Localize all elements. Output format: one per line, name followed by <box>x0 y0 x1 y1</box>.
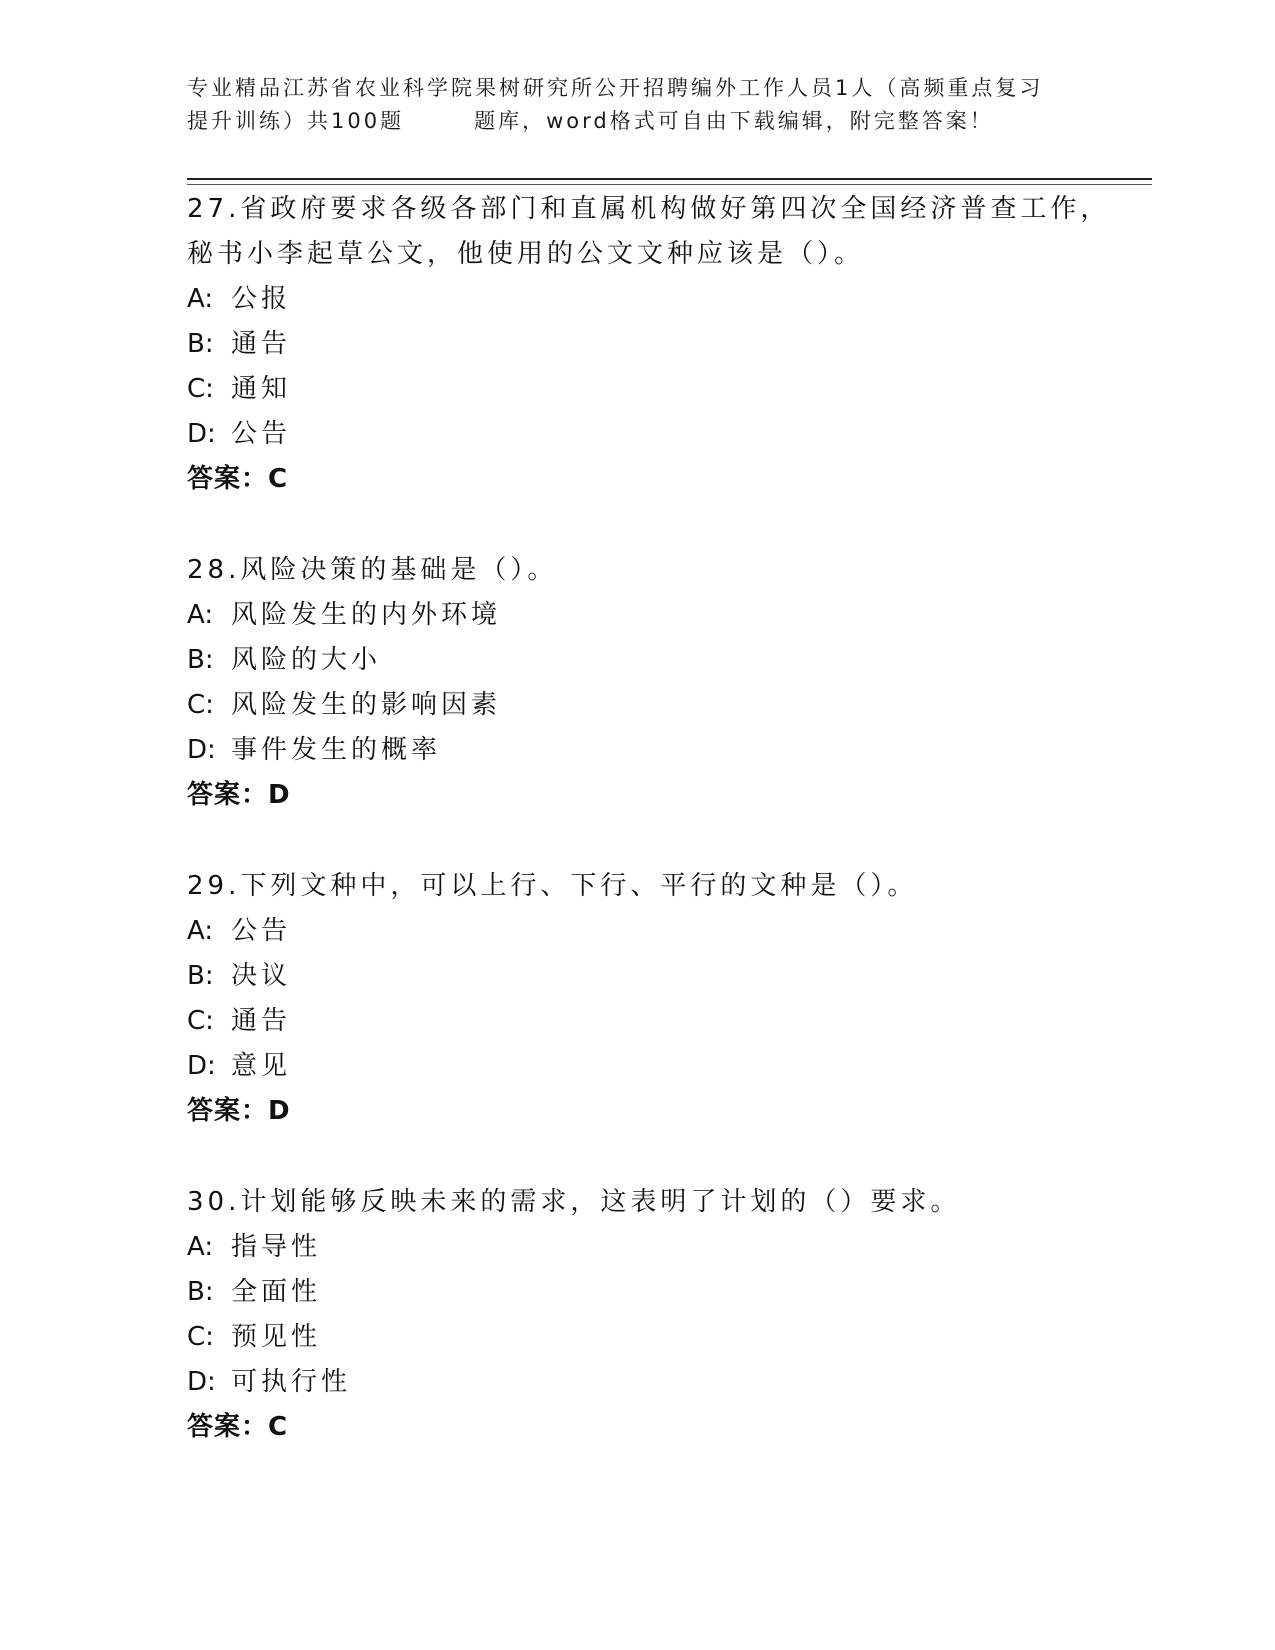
option-text: 通告 <box>231 1006 292 1036</box>
option-d <box>187 728 1087 773</box>
option-c <box>187 1315 1087 1360</box>
option-b <box>187 322 1087 367</box>
question-list <box>187 187 1111 1496</box>
header-divider-thin <box>187 184 1152 185</box>
question-text: 30.计划能够反映未来的需求，这表明了计划的（）要求。 <box>187 1187 961 1217</box>
option-d <box>187 1360 1087 1405</box>
option-b <box>187 1270 1087 1315</box>
option-a <box>187 909 1087 954</box>
answer-line: 答案：D <box>187 1096 291 1126</box>
option-text: 风险的大小 <box>231 645 382 675</box>
header-line-2-part-2: 题库，word格式可自由下载编辑，附完整答案！ <box>474 109 994 133</box>
option-text: 决议 <box>231 961 292 991</box>
option-letter: B: <box>187 645 214 675</box>
answer-line: 答案：C <box>187 464 289 494</box>
option-letter: D: <box>187 735 216 765</box>
answer-line: 答案：C <box>187 1412 289 1442</box>
option-a <box>187 1225 1087 1270</box>
option-text: 事件发生的概率 <box>231 735 442 765</box>
option-text: 指导性 <box>231 1232 322 1262</box>
header-line-2 <box>187 105 1087 138</box>
option-b <box>187 954 1087 999</box>
option-letter: A: <box>187 1232 214 1262</box>
option-letter: C: <box>187 1006 214 1036</box>
option-letter: C: <box>187 1322 214 1352</box>
option-letter: B: <box>187 329 214 359</box>
question-text: 27.省政府要求各级各部门和直属机构做好第四次全国经济普查工作， <box>187 194 1111 224</box>
answer-line: 答案：D <box>187 780 291 810</box>
question-text: 29.下列文种中，可以上行、下行、平行的文种是（）。 <box>187 871 918 901</box>
option-text: 风险发生的内外环境 <box>231 600 502 630</box>
option-letter: A: <box>187 284 214 314</box>
option-d <box>187 1044 1087 1089</box>
option-d <box>187 412 1087 457</box>
option-letter: D: <box>187 1367 216 1397</box>
option-text: 公告 <box>231 419 292 449</box>
option-a <box>187 593 1087 638</box>
option-text: 意见 <box>231 1051 292 1081</box>
option-a <box>187 277 1087 322</box>
question-30 <box>187 1180 1087 1450</box>
option-text: 可执行性 <box>231 1367 352 1397</box>
option-letter: C: <box>187 690 214 720</box>
question-text: 秘书小李起草公文，他使用的公文文种应该是（）。 <box>187 239 865 269</box>
option-letter: B: <box>187 961 214 991</box>
option-text: 预见性 <box>231 1322 322 1352</box>
question-28 <box>187 548 1087 818</box>
option-letter: C: <box>187 374 214 404</box>
option-text: 公报 <box>231 284 292 314</box>
header-line-1: 专业精品江苏省农业科学院果树研究所公开招聘编外工作人员1人（高频重点复习 <box>187 76 1044 100</box>
option-text: 通告 <box>231 329 292 359</box>
option-text: 通知 <box>231 374 292 404</box>
header-line-2-part-1: 提升训练）共100题 <box>187 109 405 133</box>
option-text: 全面性 <box>231 1277 322 1307</box>
option-letter: A: <box>187 600 214 630</box>
option-text: 风险发生的影响因素 <box>231 690 502 720</box>
question-29 <box>187 864 1087 1134</box>
header-divider-thick <box>187 178 1152 180</box>
option-b <box>187 638 1087 683</box>
option-text: 公告 <box>231 916 292 946</box>
option-c <box>187 683 1087 728</box>
question-27 <box>187 187 1111 502</box>
option-c <box>187 367 1087 412</box>
option-letter: D: <box>187 419 216 449</box>
document-header <box>187 72 1087 138</box>
option-letter: D: <box>187 1051 216 1081</box>
option-letter: A: <box>187 916 214 946</box>
option-c <box>187 999 1087 1044</box>
option-letter: B: <box>187 1277 214 1307</box>
question-text: 28.风险决策的基础是（）。 <box>187 555 558 585</box>
